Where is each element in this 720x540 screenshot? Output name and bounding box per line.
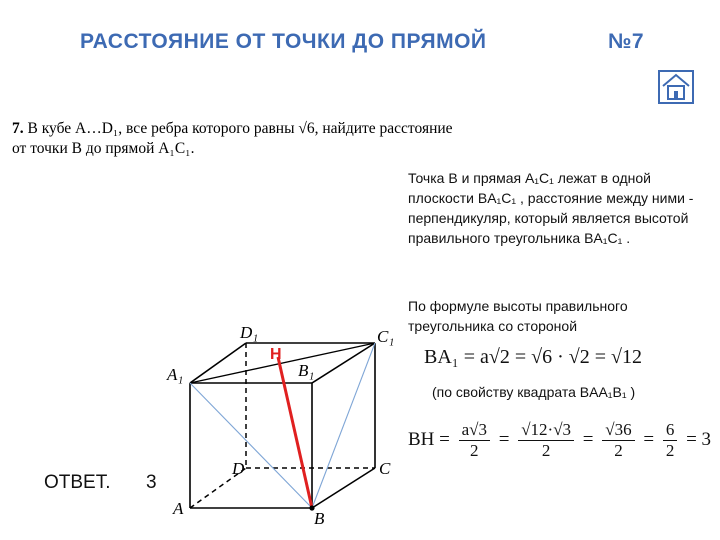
equals-sign: =: [582, 428, 594, 450]
formula-result: = 3: [686, 428, 712, 450]
fraction-1: $\frac{a√3}{2}$: [459, 420, 490, 461]
home-button[interactable]: [658, 70, 694, 104]
label-B1: B₁: [298, 361, 315, 380]
label-B: B: [314, 509, 325, 528]
explanation-paragraph-2: По формуле высоты правильного треугольника со стороной: [408, 298, 628, 334]
formula-note: (по свойству квадрата BAA₁B₁ ): [432, 384, 636, 400]
formula-height-lhs: BH =: [408, 428, 450, 450]
problem-number-title: №7: [608, 30, 645, 53]
formula-height: [408, 420, 711, 461]
label-A1: A₁: [167, 365, 184, 384]
equals-sign: =: [643, 428, 655, 450]
label-C1: C₁: [377, 327, 395, 346]
page-title: РАССТОЯНИЕ ОТ ТОЧКИ ДО ПРЯМОЙ: [80, 30, 487, 53]
label-D1: D₁: [240, 323, 259, 342]
problem-text-line1: В кубе A…D₁, все ребра которого равны √6, найдите расстояние: [27, 120, 453, 137]
explanation-paragraph-1: Точка B и прямая A₁C₁ лежат в одной плоскости BA₁C₁ , расстояние между ними - перпендикуляр, который является высотой правильного треугольника BA₁C₁ .: [408, 170, 694, 246]
label-C: C: [379, 459, 391, 478]
edge-B1-C1: [312, 343, 375, 383]
problem-number: 7.: [12, 120, 24, 137]
answer-label: ОТВЕТ.: [44, 472, 111, 493]
fraction-4: $\frac{6}{2}$: [663, 420, 678, 461]
home-icon: [660, 72, 692, 102]
label-D: D: [232, 459, 245, 478]
label-H: H: [270, 346, 282, 363]
fraction-2: $\frac{√12\cdot√3}{2}$: [518, 420, 574, 461]
problem-text-line2: от точки B до прямой A₁C₁.: [12, 140, 195, 157]
fraction-3: $\frac{√36}{2}$: [602, 420, 634, 461]
formula-side-length: BA₁ = a√2 = √6 · √2 = √12: [424, 346, 643, 368]
answer-value: 3: [146, 472, 157, 493]
label-A: A: [173, 499, 184, 518]
diagonal-A1-B: [190, 383, 312, 508]
diagonal-C1-B: [312, 343, 375, 508]
equals-sign: =: [498, 428, 510, 450]
edge-B-C: [312, 468, 375, 508]
